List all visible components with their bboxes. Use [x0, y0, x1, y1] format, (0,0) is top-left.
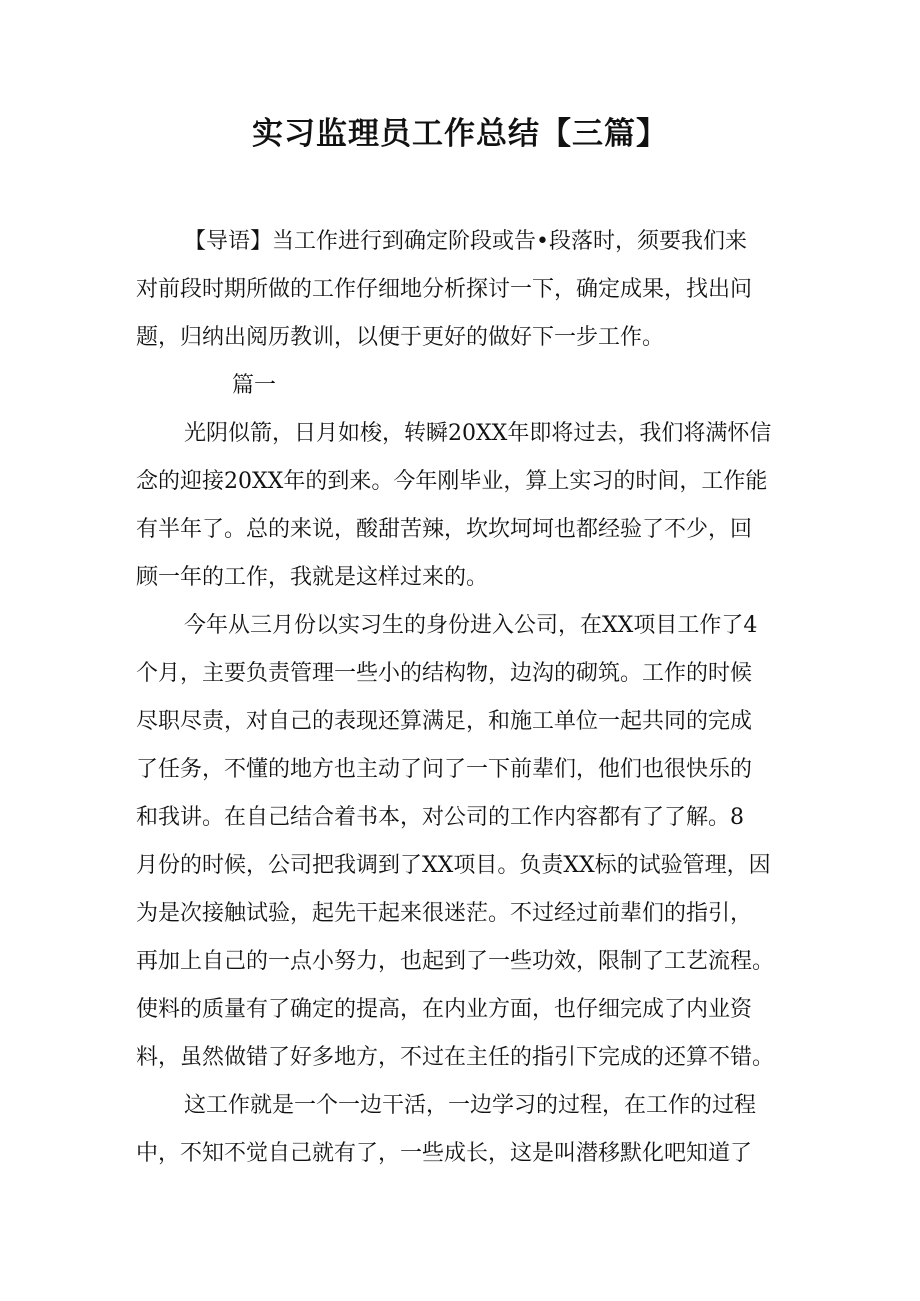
- document-title: 实习监理员工作总结【三篇】: [252, 116, 668, 152]
- intro-line: 【导语】当工作进行到确定阶段或告•段落时，须要我们来: [184, 229, 747, 254]
- paragraph-2: [136, 602, 800, 1082]
- paragraph-line: 这工作就是一个一边干活，一边学习的过程，在工作的过程: [184, 1093, 757, 1118]
- paragraph-line: 尽职尽责，对自己的表现还算满足，和施工单位一起共同的完成: [136, 709, 753, 734]
- intro-line: 题，归纳出阅历教训，以便于更好的做好下一步工作。: [136, 325, 665, 350]
- paragraph-line: 再加上自己的一点小努力，也起到了一些功效，限制了工艺流程。: [136, 949, 775, 974]
- paragraph-line: 和我讲。在自己结合着书本，对公司的工作内容都有了了解。8: [136, 805, 744, 830]
- paragraph-line: 念的迎接20XX年的到来。今年刚毕业，算上实习的时间，工作能: [136, 469, 768, 494]
- section-heading: 篇一: [232, 373, 277, 398]
- paragraph-3: [136, 1082, 800, 1178]
- intro-paragraph: [136, 218, 800, 362]
- intro-line: 对前段时期所做的工作仔细地分析探讨一下，确定成果，找出问: [136, 277, 753, 302]
- paragraph-line: 为是次接触试验，起先干起来很迷茫。不过经过前辈们的指引，: [136, 901, 753, 926]
- paragraph-line: 使料的质量有了确定的提高，在内业方面，也仔细完成了内业资: [136, 997, 753, 1022]
- paragraph-line: 料，虽然做错了好多地方，不过在主任的指引下完成的还算不错。: [136, 1045, 775, 1070]
- paragraph-line: 中，不知不觉自己就有了，一些成长，这是叫潜移默化吧知道了: [136, 1141, 753, 1166]
- paragraph-line: 光阴似箭，日月如梭，转瞬20XX年即将过去，我们将满怀信: [184, 421, 772, 446]
- paragraph-line: 了任务，不懂的地方也主动了问了一下前辈们，他们也很快乐的: [136, 757, 753, 782]
- paragraph-line: 有半年了。总的来说，酸甜苦辣，坎坎坷坷也都经验了不少，回: [136, 517, 753, 542]
- paragraph-line: 个月，主要负责管理一些小的结构物，边沟的砌筑。工作的时候: [136, 661, 753, 686]
- paragraph-line: 月份的时候，公司把我调到了XX项目。负责XX标的试验管理，因: [136, 853, 771, 878]
- paragraph-1: [136, 410, 800, 602]
- paragraph-line: 今年从三月份以实习生的身份进入公司，在XX项目工作了4: [184, 613, 758, 638]
- paragraph-line: 顾一年的工作，我就是这样过来的。: [136, 565, 489, 590]
